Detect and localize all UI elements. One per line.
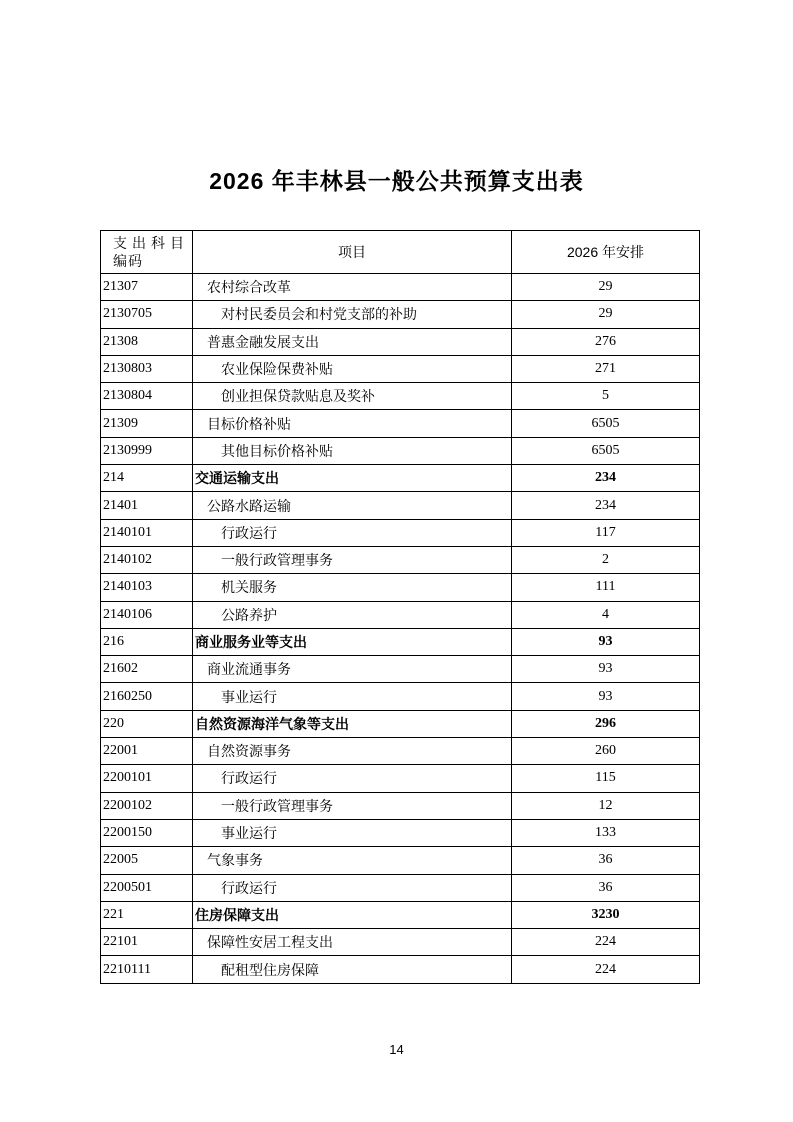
item-name-cell: 一般行政管理事务 [193, 546, 512, 573]
expenditure-code-cell: 2200150 [101, 819, 193, 846]
item-name-cell: 商业服务业等支出 [193, 628, 512, 655]
amount-cell: 6505 [512, 437, 700, 464]
expenditure-code-cell: 22001 [101, 738, 193, 765]
item-name-cell: 机关服务 [193, 574, 512, 601]
item-name-cell: 气象事务 [193, 847, 512, 874]
item-name-cell: 农业保险保费补贴 [193, 355, 512, 382]
item-name-cell: 目标价格补贴 [193, 410, 512, 437]
expenditure-code-cell: 2160250 [101, 683, 193, 710]
item-name-cell: 配租型住房保障 [193, 956, 512, 983]
expenditure-code-cell: 21401 [101, 492, 193, 519]
amount-cell: 111 [512, 574, 700, 601]
table-row [101, 765, 700, 792]
column-header-expenditure-code [101, 231, 193, 274]
table-row [101, 383, 700, 410]
amount-cell: 12 [512, 792, 700, 819]
amount-cell: 36 [512, 847, 700, 874]
amount-cell: 296 [512, 710, 700, 737]
expenditure-code-cell: 216 [101, 628, 193, 655]
amount-cell: 117 [512, 519, 700, 546]
amount-cell: 29 [512, 274, 700, 301]
expenditure-code-cell: 21309 [101, 410, 193, 437]
table-row [101, 437, 700, 464]
expenditure-code-cell: 2140103 [101, 574, 193, 601]
item-name-cell: 商业流通事务 [193, 656, 512, 683]
table-row [101, 683, 700, 710]
table-row [101, 847, 700, 874]
item-name-cell: 交通运输支出 [193, 465, 512, 492]
expenditure-code-cell: 21602 [101, 656, 193, 683]
table-row [101, 819, 700, 846]
table-row [101, 519, 700, 546]
table-row [101, 929, 700, 956]
table-row [101, 355, 700, 382]
budget-table-container [100, 230, 699, 984]
amount-cell: 271 [512, 355, 700, 382]
table-row [101, 710, 700, 737]
expenditure-code-cell: 2200501 [101, 874, 193, 901]
amount-cell: 2 [512, 546, 700, 573]
table-row [101, 738, 700, 765]
expenditure-code-cell: 22101 [101, 929, 193, 956]
expenditure-code-cell: 214 [101, 465, 193, 492]
item-name-cell: 公路水路运输 [193, 492, 512, 519]
table-row [101, 410, 700, 437]
table-row [101, 956, 700, 983]
amount-cell: 276 [512, 328, 700, 355]
table-row [101, 574, 700, 601]
table-row [101, 274, 700, 301]
expenditure-code-cell: 220 [101, 710, 193, 737]
page-number: 14 [389, 1042, 404, 1057]
expenditure-code-cell: 2130705 [101, 301, 193, 328]
amount-cell: 260 [512, 738, 700, 765]
item-name-cell: 行政运行 [193, 765, 512, 792]
expenditure-code-cell: 22005 [101, 847, 193, 874]
item-name-cell: 公路养护 [193, 601, 512, 628]
table-row [101, 656, 700, 683]
column-header-code-line1: 支出科目 [113, 234, 189, 251]
item-name-cell: 事业运行 [193, 683, 512, 710]
expenditure-code-cell: 2140101 [101, 519, 193, 546]
table-row [101, 792, 700, 819]
amount-cell: 93 [512, 656, 700, 683]
amount-cell: 36 [512, 874, 700, 901]
table-row [101, 601, 700, 628]
item-name-cell: 住房保障支出 [193, 901, 512, 928]
expenditure-code-cell: 2140102 [101, 546, 193, 573]
item-name-cell: 对村民委员会和村党支部的补助 [193, 301, 512, 328]
amount-cell: 93 [512, 683, 700, 710]
expenditure-code-cell: 2200102 [101, 792, 193, 819]
column-header-code-line2: 编码 [113, 253, 143, 269]
table-header-row [101, 231, 700, 274]
item-name-cell: 行政运行 [193, 519, 512, 546]
table-row [101, 328, 700, 355]
expenditure-code-cell: 2130803 [101, 355, 193, 382]
item-name-cell: 自然资源事务 [193, 738, 512, 765]
expenditure-code-cell: 2140106 [101, 601, 193, 628]
expenditure-code-cell: 21308 [101, 328, 193, 355]
item-name-cell: 行政运行 [193, 874, 512, 901]
expenditure-code-cell: 2200101 [101, 765, 193, 792]
amount-cell: 3230 [512, 901, 700, 928]
table-row [101, 465, 700, 492]
expenditure-code-cell: 2130804 [101, 383, 193, 410]
expenditure-code-cell: 2130999 [101, 437, 193, 464]
table-row [101, 546, 700, 573]
table-row [101, 301, 700, 328]
amount-cell: 234 [512, 465, 700, 492]
amount-cell: 5 [512, 383, 700, 410]
amount-cell: 224 [512, 929, 700, 956]
item-name-cell: 其他目标价格补贴 [193, 437, 512, 464]
table-row [101, 628, 700, 655]
budget-expenditure-table [100, 230, 700, 984]
expenditure-code-cell: 221 [101, 901, 193, 928]
table-row [101, 492, 700, 519]
column-header-amount-2026: 2026 年安排 [512, 231, 700, 274]
table-row [101, 901, 700, 928]
amount-cell: 234 [512, 492, 700, 519]
amount-cell: 133 [512, 819, 700, 846]
item-name-cell: 保障性安居工程支出 [193, 929, 512, 956]
column-header-item: 项目 [193, 231, 512, 274]
item-name-cell: 农村综合改革 [193, 274, 512, 301]
item-name-cell: 创业担保贷款贴息及奖补 [193, 383, 512, 410]
amount-cell: 4 [512, 601, 700, 628]
expenditure-code-cell: 2210111 [101, 956, 193, 983]
amount-cell: 6505 [512, 410, 700, 437]
amount-cell: 29 [512, 301, 700, 328]
expenditure-code-cell: 21307 [101, 274, 193, 301]
item-name-cell: 事业运行 [193, 819, 512, 846]
amount-cell: 224 [512, 956, 700, 983]
amount-cell: 93 [512, 628, 700, 655]
page-title: 2026 年丰林县一般公共预算支出表 [209, 168, 584, 194]
amount-cell: 115 [512, 765, 700, 792]
item-name-cell: 一般行政管理事务 [193, 792, 512, 819]
item-name-cell: 自然资源海洋气象等支出 [193, 710, 512, 737]
table-row [101, 874, 700, 901]
item-name-cell: 普惠金融发展支出 [193, 328, 512, 355]
